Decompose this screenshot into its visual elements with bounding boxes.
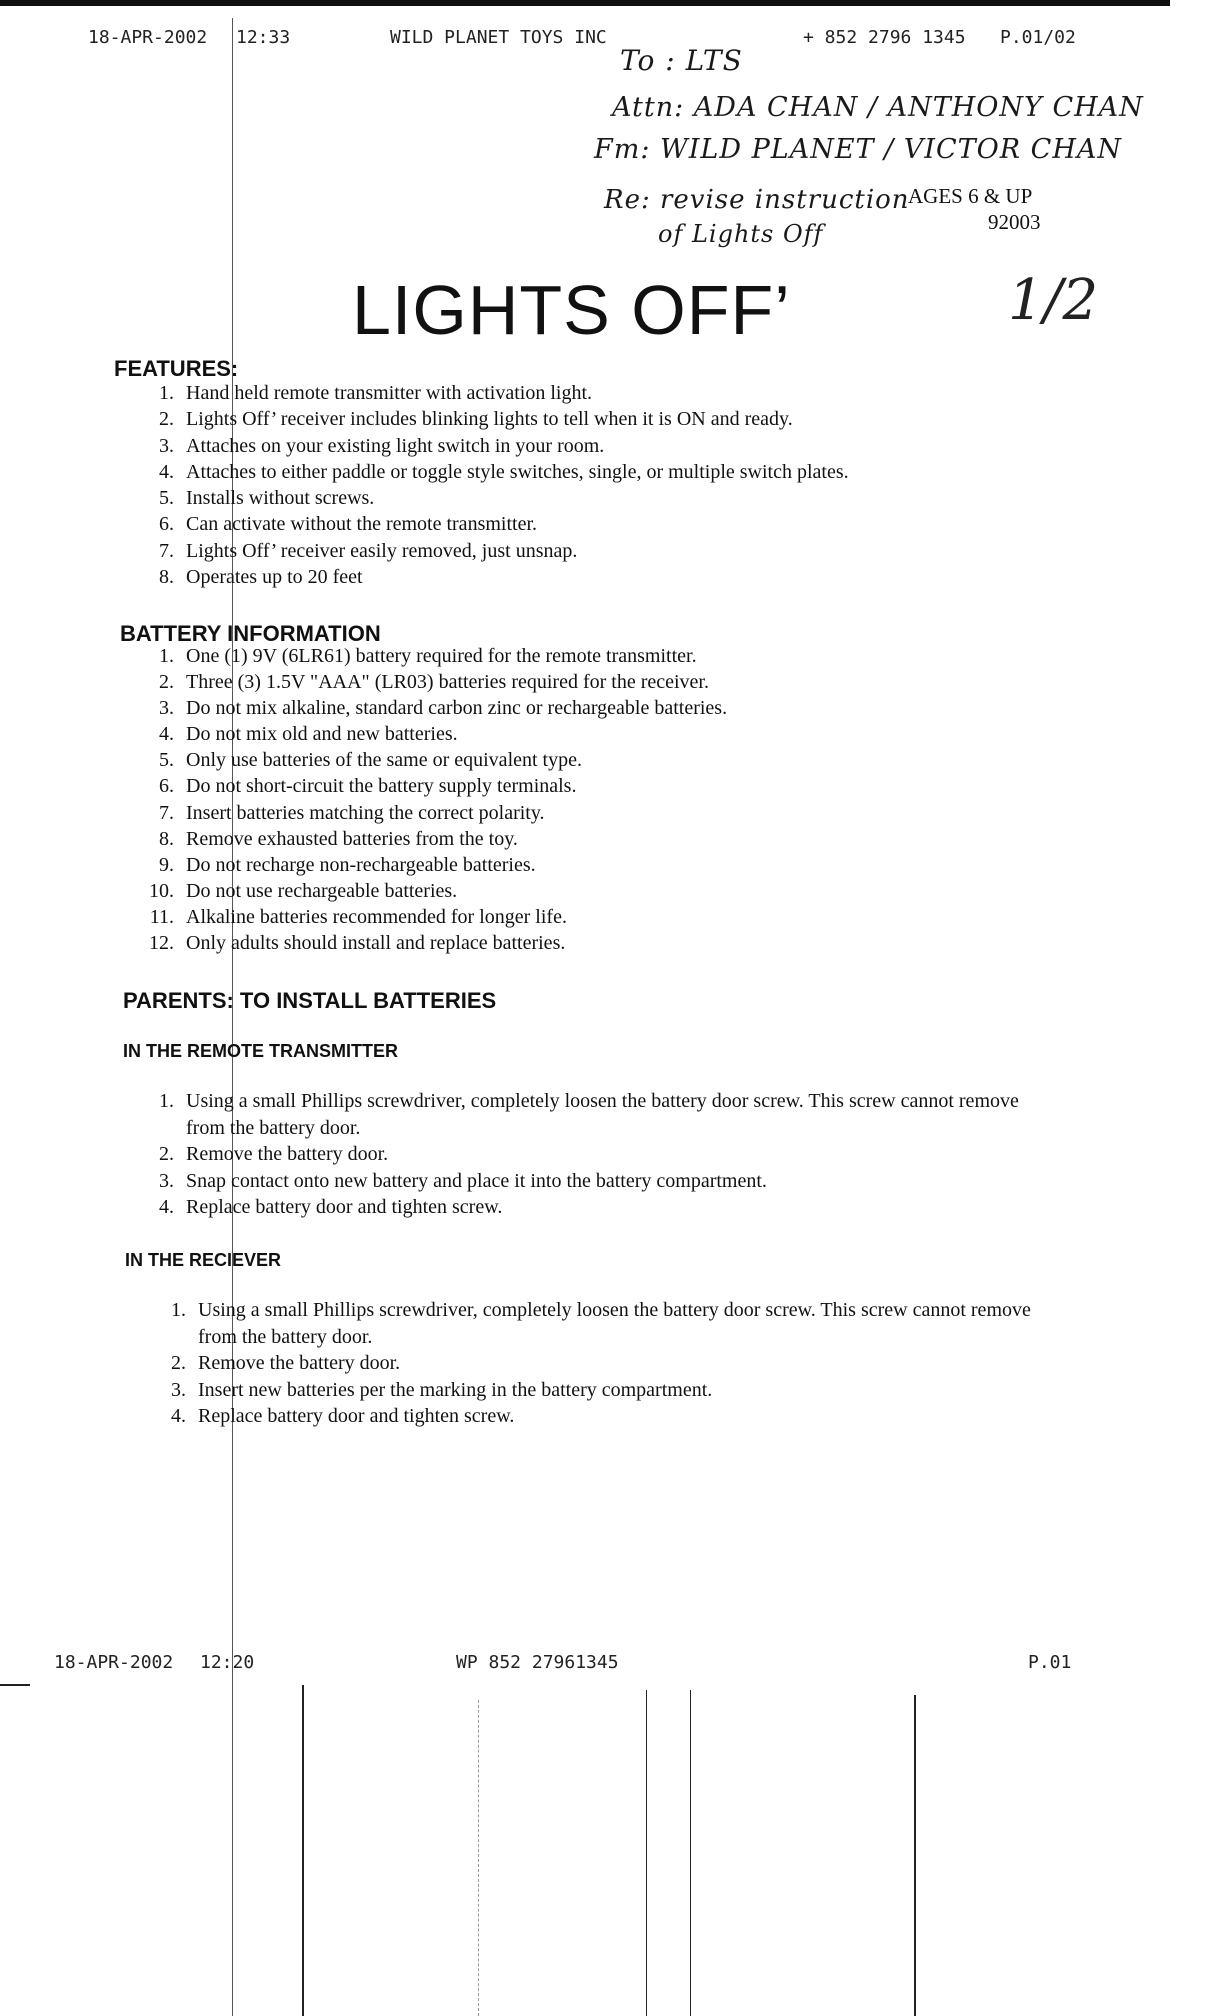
fax-footer-page: P.01 — [1028, 1652, 1072, 1673]
list-item-number: 2. — [159, 671, 174, 694]
list-item-text: Snap contact onto new battery and place it into the battery compartment. — [186, 1169, 767, 1192]
list-item-text: Do not short-circuit the battery supply terminals. — [186, 775, 577, 798]
list-item — [146, 1141, 1046, 1168]
list-item-number: 4. — [159, 723, 174, 746]
list-item — [146, 669, 727, 695]
list-item-text: Lights Off’ receiver includes blinking lights to tell when it is ON and ready. — [186, 408, 793, 431]
battery-list — [146, 643, 727, 956]
receiver-steps — [158, 1297, 1058, 1430]
list-item-number: 1. — [159, 645, 174, 667]
list-item — [146, 878, 727, 904]
product-title: LIGHTS OFF’ — [352, 271, 791, 349]
remote-transmitter-heading: IN THE REMOTE TRANSMITTER — [123, 1041, 398, 1061]
fax-scan-line — [0, 1684, 30, 1686]
list-item-number: 4. — [171, 1405, 186, 1427]
fax-footer-date: 18-APR-2002 — [54, 1652, 174, 1673]
list-item-text: Three (3) 1.5V "AAA" (LR03) batteries required for the receiver. — [186, 671, 709, 694]
fax-scan-line — [646, 1690, 647, 2016]
list-item-number: 8. — [159, 827, 174, 850]
remote-transmitter-steps — [146, 1088, 1046, 1221]
handwritten-to: To : LTS — [620, 44, 743, 77]
list-item — [158, 1297, 1058, 1350]
list-item — [146, 538, 849, 564]
list-item — [146, 800, 727, 826]
features-list — [146, 380, 849, 590]
list-item — [146, 773, 727, 799]
list-item-text: Do not mix old and new batteries. — [186, 723, 458, 746]
list-item-number: 8. — [159, 566, 174, 589]
features-heading: FEATURES: — [114, 356, 239, 381]
list-item-text: Remove the battery door. — [198, 1352, 401, 1374]
list-item-text: Insert new batteries per the marking in the battery compartment. — [198, 1378, 713, 1401]
list-item-text: Do not mix alkaline, standard carbon zinc or rechargeable batteries. — [186, 697, 728, 720]
fax-footer-sender: WP 852 27961345 — [456, 1652, 619, 1673]
list-item-number: 7. — [159, 539, 174, 562]
handwritten-page-fraction: 1/2 — [1008, 268, 1099, 333]
handwritten-attn: Attn: ADA CHAN / ANTHONY CHAN — [612, 92, 1144, 123]
fax-footer-time: 12:20 — [200, 1652, 255, 1673]
list-item — [158, 1403, 1058, 1430]
fax-header-date: 18-APR-2002 — [88, 27, 208, 48]
list-item-number: 2. — [171, 1352, 186, 1374]
age-rating: AGES 6 & UP — [908, 184, 1033, 208]
list-item-text: Lights Off’ receiver easily removed, just unsnap. — [186, 539, 578, 562]
list-item-number: 1. — [159, 1090, 174, 1112]
list-item-text: Hand held remote transmitter with activation light. — [186, 382, 593, 404]
list-item — [146, 826, 727, 852]
list-item — [146, 721, 727, 747]
list-item — [146, 1168, 1046, 1195]
list-item — [146, 406, 849, 432]
list-item-number: 9. — [159, 853, 174, 876]
list-item-text: Do not use rechargeable batteries. — [186, 879, 458, 902]
list-item-number: 1. — [171, 1299, 186, 1321]
fax-top-rule — [0, 0, 1170, 6]
list-item-text: Only use batteries of the same or equivalent type. — [186, 749, 582, 772]
receiver-heading: IN THE RECIEVER — [125, 1250, 282, 1270]
fax-scan-line — [914, 1695, 916, 2016]
fax-header-time: 12:33 — [236, 27, 291, 48]
list-item — [146, 695, 727, 721]
battery-heading: BATTERY INFORMATION — [120, 621, 381, 646]
list-item-number: 4. — [159, 1196, 174, 1218]
list-item-text: Replace battery door and tighten screw. — [186, 1196, 503, 1218]
list-item — [146, 511, 849, 537]
list-item-text: Replace battery door and tighten screw. — [198, 1405, 515, 1427]
list-item-text: Alkaline batteries recommended for longer life. — [186, 905, 567, 928]
list-item-number: 4. — [159, 460, 174, 483]
list-item-number: 1. — [159, 382, 174, 404]
list-item-number: 11. — [149, 905, 174, 928]
list-item — [146, 433, 849, 459]
list-item-number: 2. — [159, 408, 174, 431]
list-item — [146, 1194, 1046, 1221]
list-item-number: 6. — [159, 513, 174, 536]
fax-header-company: WILD PLANET TOYS INC — [390, 27, 607, 48]
list-item — [146, 459, 849, 485]
fax-scan-line — [690, 1690, 691, 2016]
list-item-text: Insert batteries matching the correct polarity. — [186, 801, 545, 824]
list-item-number: 3. — [159, 1169, 174, 1192]
list-item-text: Using a small Phillips screwdriver, completely loosen the battery door screw. This screw cannot remove from the battery door. — [198, 1299, 1031, 1348]
list-item-text: Can activate without the remote transmitter. — [186, 513, 538, 536]
list-item-text: Attaches to either paddle or toggle style switches, single, or multiple switch plates. — [186, 460, 849, 483]
list-item-text: Remove exhausted batteries from the toy. — [186, 827, 518, 850]
fax-scan-line — [478, 1700, 479, 2016]
list-item-number: 3. — [159, 434, 174, 457]
list-item-number: 5. — [159, 749, 174, 772]
fax-scan-line — [232, 18, 233, 2016]
list-item-number: 5. — [159, 487, 174, 510]
list-item-number: 3. — [159, 697, 174, 720]
handwritten-re-line1: Re: revise instruction — [604, 185, 910, 215]
list-item — [158, 1377, 1058, 1404]
list-item-text: Attaches on your existing light switch in your room. — [186, 434, 605, 457]
list-item-number: 10. — [149, 879, 174, 902]
list-item-number: 6. — [159, 775, 174, 798]
item-number: 92003 — [988, 210, 1041, 234]
list-item — [146, 643, 727, 669]
list-item — [158, 1350, 1058, 1377]
list-item — [146, 1088, 1046, 1141]
list-item — [146, 380, 849, 406]
list-item — [146, 485, 849, 511]
list-item-text: Installs without screws. — [186, 487, 375, 510]
list-item-text: One (1) 9V (6LR61) battery required for the remote transmitter. — [186, 645, 697, 667]
list-item-number: 7. — [159, 801, 174, 824]
list-item-text: Operates up to 20 feet — [186, 566, 363, 589]
list-item-number: 12. — [149, 932, 174, 955]
list-item-text: Using a small Phillips screwdriver, completely loosen the battery door screw. This screw cannot remove from the battery door. — [186, 1090, 1019, 1139]
handwritten-re-line2: of Lights Off — [658, 220, 824, 248]
list-item — [146, 747, 727, 773]
list-item — [146, 930, 727, 956]
list-item — [146, 904, 727, 930]
handwritten-from: Fm: WILD PLANET / VICTOR CHAN — [594, 134, 1122, 165]
fax-header-phone: + 852 2796 1345 — [803, 27, 966, 48]
list-item-text: Do not recharge non-rechargeable batteries. — [186, 853, 536, 876]
list-item-number: 3. — [171, 1378, 186, 1401]
install-heading: PARENTS: TO INSTALL BATTERIES — [123, 988, 497, 1013]
list-item-text: Remove the battery door. — [186, 1143, 389, 1165]
list-item — [146, 852, 727, 878]
list-item — [146, 564, 849, 590]
fax-scan-line — [302, 1685, 304, 2016]
list-item-text: Only adults should install and replace batteries. — [186, 932, 566, 955]
fax-header-page: P.01/02 — [1000, 27, 1076, 48]
list-item-number: 2. — [159, 1143, 174, 1165]
